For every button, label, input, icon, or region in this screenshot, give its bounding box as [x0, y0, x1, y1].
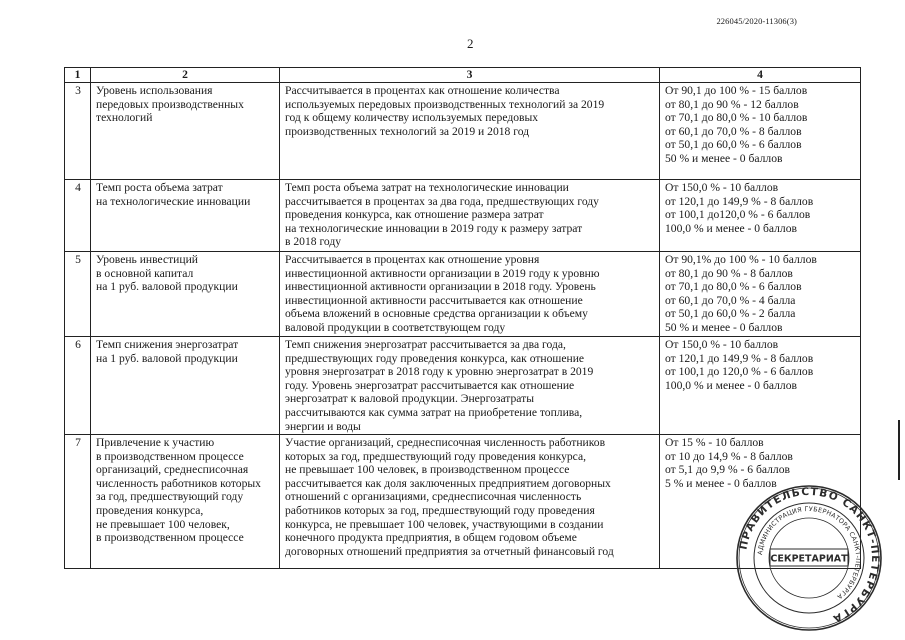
method-cell: [280, 252, 660, 337]
method-line: энергозатрат к валовой продукции. Энергозатраты: [285, 392, 535, 406]
method-line: в 2018 году: [285, 235, 342, 249]
method-cell: [280, 435, 660, 569]
method-line: предшествующих году проведения конкурса, как отношение: [285, 351, 585, 365]
method-line: отношений с организациями, среднесписочная численность: [285, 490, 582, 504]
criterion-cell: [91, 83, 280, 180]
method-line: Участие организаций, среднесписочная численность работников: [285, 436, 606, 449]
stamp-center-text: СЕКРЕТАРИАТ: [770, 553, 848, 565]
row-number: 7: [65, 435, 91, 569]
criterion-line: на 1 руб. валовой продукции: [96, 280, 238, 294]
column-header: 4: [660, 68, 861, 83]
method-line: Рассчитывается в процентах как отношение уровня: [285, 253, 540, 266]
method-line: Рассчитывается в процентах как отношение количества: [285, 84, 560, 97]
criterion-line: за год, предшествующий году: [96, 490, 244, 504]
criterion-line: на 1 руб. валовой продукции: [96, 351, 238, 365]
scores-cell: [660, 180, 861, 252]
criterion-cell: [91, 252, 280, 337]
criterion-cell: [91, 337, 280, 435]
score-line: 50 % и менее - 0 баллов: [665, 151, 783, 165]
score-line: 100,0 % и менее - 0 баллов: [665, 378, 797, 392]
criterion-line: передовых производственных: [96, 97, 244, 111]
stamp-inner-textpath: АДМИНИСТРАЦИЯ ГУБЕРНАТОРА САНКТ-ПЕТЕРБУРГА: [756, 504, 863, 601]
criterion-line: в производственном процессе: [96, 531, 244, 545]
method-line: инвестиционной активности организации в 2018 году. Уровень: [285, 280, 596, 294]
criterion-line: Уровень инвестиций: [96, 253, 199, 266]
method-cell: [280, 180, 660, 252]
criterion-line: Привлечение к участию: [96, 436, 215, 449]
criterion-line: Темп снижения энергозатрат: [96, 338, 239, 351]
method-line: рассчитываются как сумма затрат на приобретение топлива,: [285, 405, 583, 419]
criterion-line: в основной капитал: [96, 266, 194, 280]
secretariat-stamp: [734, 483, 884, 633]
score-line: 5 % и менее - 0 баллов: [665, 476, 777, 490]
row-number: 6: [65, 337, 91, 435]
margin-mark: [898, 420, 900, 480]
score-line: 100,0 % и менее - 0 баллов: [665, 221, 797, 235]
method-line: работников которых за год, предшествующий году проведения: [285, 503, 595, 517]
score-line: От 150,0 % - 10 баллов: [665, 338, 779, 351]
score-line: От 150,0 % - 10 баллов: [665, 181, 779, 194]
table-row: [65, 83, 861, 180]
criterion-line: технологий: [96, 111, 153, 125]
method-line: объема вложений в основные средства организации к объему: [285, 307, 588, 321]
scores-cell: [660, 83, 861, 180]
table-row: [65, 180, 861, 252]
row-number: 3: [65, 83, 91, 180]
column-header: 1: [65, 68, 91, 83]
method-line: конечного продукта предприятия, в общем годовом объеме: [285, 531, 577, 545]
method-line: на технологические инновации в 2019 году к размеру затрат: [285, 221, 583, 235]
method-line: уровня энергозатрат в 2018 году к уровню энергозатрат в 2019: [285, 365, 594, 379]
table-row: [65, 252, 861, 337]
criterion-cell: [91, 180, 280, 252]
method-line: инвестиционной активности организации в 2019 году к уровню: [285, 266, 600, 280]
score-line: от 100,1 до120,0 % - 6 баллов: [665, 208, 811, 222]
score-line: от 10 до 14,9 % - 8 баллов: [665, 449, 793, 463]
column-header: 2: [91, 68, 280, 83]
method-line: валовой продукции в соответствующем году: [285, 320, 506, 334]
column-header: 3: [280, 68, 660, 83]
score-line: 50 % и менее - 0 баллов: [665, 320, 783, 334]
score-line: от 70,1 до 80,0 % - 6 баллов: [665, 280, 802, 294]
method-line: Темп роста объема затрат на технологические инновации: [285, 181, 569, 194]
criterion-line: в производственном процессе: [96, 449, 244, 463]
method-line: Темп снижения энергозатрат рассчитывается за два года,: [285, 338, 566, 351]
table-header-row: [65, 68, 861, 83]
criterion-line: организаций, среднесписочная: [96, 463, 249, 477]
score-line: От 90,1 до 100 % - 15 баллов: [665, 84, 808, 97]
method-line: год к общему количеству используемых передовых: [285, 111, 539, 125]
method-line: не превышает 100 человек, в производственном процессе: [285, 463, 570, 477]
method-cell: [280, 83, 660, 180]
criterion-line: Уровень использования: [96, 84, 213, 97]
page-number: 2: [467, 36, 474, 51]
method-cell: [280, 337, 660, 435]
document-registration-number: 226045/2020-11306(3): [716, 16, 797, 26]
score-line: от 5,1 до 9,9 % - 6 баллов: [665, 463, 790, 477]
score-line: от 120,1 до 149,9 % - 8 баллов: [665, 351, 814, 365]
method-line: производственных технологий за 2019 и 2018 год: [285, 124, 530, 138]
score-line: от 50,1 до 60,0 % - 6 баллов: [665, 138, 802, 152]
criterion-line: не превышает 100 человек,: [96, 517, 230, 531]
score-line: От 90,1% до 100 % - 10 баллов: [665, 253, 817, 266]
criterion-cell: [91, 435, 280, 569]
stamp-outer-textpath: ПРАВИТЕЛЬСТВО САНКТ-ПЕТЕРБУРГА: [737, 485, 882, 626]
method-line: договорных отношений предприятия за отчетный финансовый год: [285, 544, 614, 558]
row-number: 4: [65, 180, 91, 252]
score-line: от 80,1 до 90 % - 8 баллов: [665, 266, 793, 280]
criterion-line: проведения конкурса,: [96, 503, 204, 517]
score-line: от 60,1 до 70,0 % - 8 баллов: [665, 124, 802, 138]
method-line: инвестиционной активности рассчитывается как отношение: [285, 293, 583, 307]
criterion-line: численность работников которых: [96, 476, 261, 490]
score-line: От 15 % - 10 баллов: [665, 436, 764, 449]
method-line: используемых передовых производственных технологий за 2019: [285, 97, 605, 111]
method-line: энергии и воды: [285, 419, 361, 433]
score-line: от 120,1 до 149,9 % - 8 баллов: [665, 194, 814, 208]
score-line: от 80,1 до 90 % - 12 баллов: [665, 97, 799, 111]
method-line: рассчитывается как доля заключенных предприятием договорных: [285, 476, 611, 490]
method-line: рассчитывается в процентах за два года, предшествующих году: [285, 194, 599, 208]
method-line: которых за год, предшествующий году проведения конкурса,: [285, 449, 587, 463]
score-line: от 60,1 до 70,0 % - 4 балла: [665, 293, 796, 307]
method-line: проведения конкурса, как отношение размера затрат: [285, 208, 544, 222]
criterion-line: на технологические инновации: [96, 194, 251, 208]
score-line: от 50,1 до 60,0 % - 2 балла: [665, 307, 796, 321]
scores-cell: [660, 252, 861, 337]
row-number: 5: [65, 252, 91, 337]
method-line: году. Уровень энергозатрат рассчитывается как отношение: [285, 378, 575, 392]
score-line: от 100,1 до 120,0 % - 6 баллов: [665, 365, 814, 379]
scores-cell: [660, 337, 861, 435]
table-row: [65, 337, 861, 435]
method-line: конкурса, не превышает 100 человек, участвующими в создании: [285, 517, 604, 531]
score-line: от 70,1 до 80,0 % - 10 баллов: [665, 111, 808, 125]
criterion-line: Темп роста объема затрат: [96, 181, 223, 194]
